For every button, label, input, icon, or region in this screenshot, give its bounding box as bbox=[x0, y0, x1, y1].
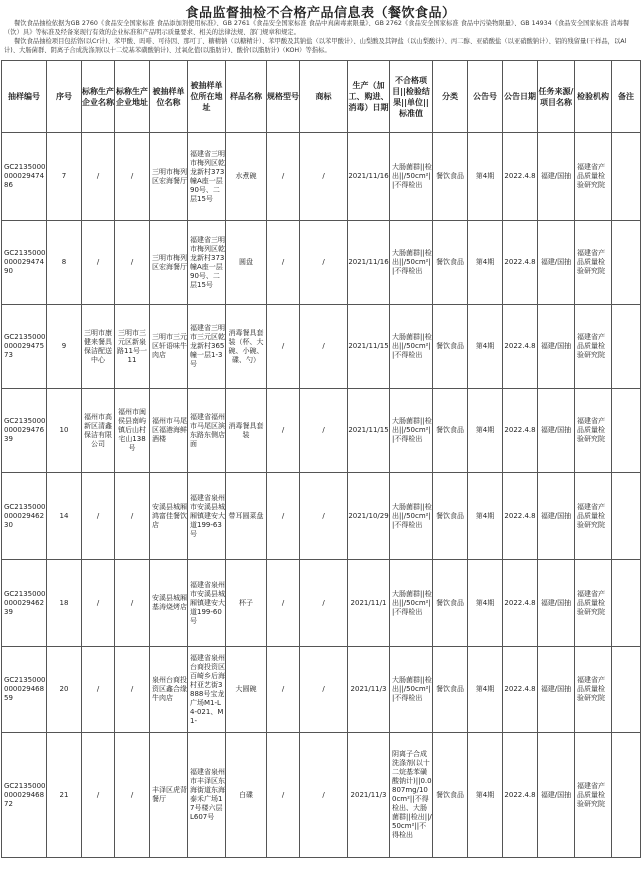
table-row bbox=[2, 221, 641, 305]
cell-task-source: 福建/国抽 bbox=[538, 733, 575, 858]
cell-sample-id: GC213500000002947639 bbox=[2, 389, 47, 473]
cell-category: 餐饮食品 bbox=[433, 133, 468, 221]
cell-bulletin-date: 2022.4.8 bbox=[503, 733, 538, 858]
cell-sample-name: 杯子 bbox=[226, 560, 267, 647]
table-row bbox=[2, 473, 641, 560]
cell-inspection-agency: 福建省产品质量检验研究院 bbox=[575, 221, 612, 305]
cell-manufacturer-name: / bbox=[82, 221, 115, 305]
header-sampled-unit-name: 被抽样单位名称 bbox=[150, 61, 188, 133]
table-row bbox=[2, 305, 641, 389]
header-bulletin-date: 公告日期 bbox=[503, 61, 538, 133]
cell-task-source: 福建/国抽 bbox=[538, 221, 575, 305]
cell-manufacturer-name: / bbox=[82, 733, 115, 858]
cell-failed-item: 大肠菌群||检出||/50cm²||不得检出 bbox=[390, 133, 433, 221]
header-row bbox=[2, 61, 641, 133]
cell-production-date: 2021/11/15 bbox=[348, 389, 390, 473]
cell-sample-name: 白碟 bbox=[226, 733, 267, 858]
header-inspection-agency: 检验机构 bbox=[575, 61, 612, 133]
cell-category: 餐饮食品 bbox=[433, 733, 468, 858]
header-manufacturer-address: 标称生产企业地址 bbox=[115, 61, 150, 133]
cell-manufacturer-address: / bbox=[115, 133, 150, 221]
cell-serial-no: 9 bbox=[47, 305, 82, 389]
cell-sampled-unit-name: 三明市三元区轩语味牛肉店 bbox=[150, 305, 188, 389]
cell-serial-no: 10 bbox=[47, 389, 82, 473]
cell-sampled-unit-address: 福建省三明市梅列区乾龙新村373幢A座一层90号、二层15号 bbox=[188, 221, 226, 305]
intro-text bbox=[4, 19, 638, 59]
cell-sample-name: 消毒餐具套装（杯、大碗、小碗、碟、勺） bbox=[226, 305, 267, 389]
cell-sampled-unit-name: 安溪县城厢基涛烧烤店 bbox=[150, 560, 188, 647]
cell-category: 餐饮食品 bbox=[433, 560, 468, 647]
cell-trademark: / bbox=[300, 473, 348, 560]
header-trademark: 商标 bbox=[300, 61, 348, 133]
cell-task-source: 福建/国抽 bbox=[538, 647, 575, 733]
cell-manufacturer-name: / bbox=[82, 647, 115, 733]
header-sample-id: 抽样编号 bbox=[2, 61, 47, 133]
cell-production-date: 2021/11/1 bbox=[348, 560, 390, 647]
cell-manufacturer-address: 三明市三元区新泉路11号一11 bbox=[115, 305, 150, 389]
cell-trademark: / bbox=[300, 560, 348, 647]
cell-sample-id: GC213500000002947490 bbox=[2, 221, 47, 305]
cell-failed-item: 大肠菌群||检出||/50cm²||不得检出 bbox=[390, 560, 433, 647]
header-failed-item: 不合格项目||检验结果||单位||标准值 bbox=[390, 61, 433, 133]
header-task-source: 任务来源/项目名称 bbox=[538, 61, 575, 133]
cell-sampled-unit-address: 福建省泉州市丰泽区东海街道东海泰禾广场17号楼六层L607号 bbox=[188, 733, 226, 858]
cell-sampled-unit-address: 福建省福州市马尾区滨东路东侧店面 bbox=[188, 389, 226, 473]
cell-bulletin-no: 第4期 bbox=[468, 305, 503, 389]
cell-production-date: 2021/11/3 bbox=[348, 733, 390, 858]
cell-bulletin-no: 第4期 bbox=[468, 133, 503, 221]
cell-sample-id: GC213500000002947486 bbox=[2, 133, 47, 221]
cell-remarks bbox=[612, 133, 641, 221]
cell-sample-name: 水煮碗 bbox=[226, 133, 267, 221]
cell-manufacturer-name: / bbox=[82, 560, 115, 647]
cell-manufacturer-address: / bbox=[115, 473, 150, 560]
cell-category: 餐饮食品 bbox=[433, 221, 468, 305]
intro-paragraph: 餐饮食品抽检项目包括铬(以Cr计)、苯甲酸、吗啡、可待因、那可丁、糖精钠（以糖精计）、苯甲酸及其钠盐（以苯甲酸计）、山梨酸及其钾盐（以山梨酸计）、丙二醇、亚硝酸盐（以亚硝酸钠计）、铝的残留量(干样品，以Al计)、大肠菌群、阴离子合成洗涤剂(以十二烷基苯磺酸钠计)、过氧化值(以脂肪计)、酸价(以脂肪计)（KOH）等指标。 bbox=[4, 38, 627, 54]
header-production-date: 生产（加工、购进、消毒）日期 bbox=[348, 61, 390, 133]
cell-spec-model: / bbox=[267, 305, 300, 389]
cell-sample-name: 带耳圆菜盘 bbox=[226, 473, 267, 560]
cell-inspection-agency: 福建省产品质量检验研究院 bbox=[575, 389, 612, 473]
cell-bulletin-no: 第4期 bbox=[468, 221, 503, 305]
table-row bbox=[2, 389, 641, 473]
cell-sample-id: GC213500000002946230 bbox=[2, 473, 47, 560]
page-title: 食品监督抽检不合格产品信息表（餐饮食品） bbox=[185, 6, 456, 21]
cell-sample-name: 消毒餐具套装 bbox=[226, 389, 267, 473]
cell-serial-no: 7 bbox=[47, 133, 82, 221]
cell-manufacturer-address: 福州市闽侯县南屿镇后山村宅山138号 bbox=[115, 389, 150, 473]
cell-bulletin-no: 第4期 bbox=[468, 560, 503, 647]
cell-production-date: 2021/11/16 bbox=[348, 221, 390, 305]
cell-sample-id: GC213500000002947573 bbox=[2, 305, 47, 389]
cell-manufacturer-name: 福州市高新区清鑫保洁有限公司 bbox=[82, 389, 115, 473]
cell-trademark: / bbox=[300, 305, 348, 389]
header-sample-name: 样品名称 bbox=[226, 61, 267, 133]
cell-sample-id: GC213500000002946872 bbox=[2, 733, 47, 858]
table-row bbox=[2, 647, 641, 733]
header-spec-model: 规格型号 bbox=[267, 61, 300, 133]
cell-sampled-unit-name: 泉州台商投资区鑫合缘牛肉店 bbox=[150, 647, 188, 733]
table-row bbox=[2, 733, 641, 858]
cell-task-source: 福建/国抽 bbox=[538, 133, 575, 221]
cell-spec-model: / bbox=[267, 473, 300, 560]
cell-inspection-agency: 福建省产品质量检验研究院 bbox=[575, 305, 612, 389]
cell-serial-no: 14 bbox=[47, 473, 82, 560]
table-row bbox=[2, 560, 641, 647]
cell-inspection-agency: 福建省产品质量检验研究院 bbox=[575, 473, 612, 560]
cell-sample-id: GC213500000002946239 bbox=[2, 560, 47, 647]
cell-bulletin-no: 第4期 bbox=[468, 389, 503, 473]
cell-category: 餐饮食品 bbox=[433, 647, 468, 733]
cell-inspection-agency: 福建省产品质量检验研究院 bbox=[575, 733, 612, 858]
cell-spec-model: / bbox=[267, 389, 300, 473]
cell-bulletin-no: 第4期 bbox=[468, 733, 503, 858]
cell-sampled-unit-name: 三明市梅列区宏海餐厅 bbox=[150, 133, 188, 221]
cell-task-source: 福建/国抽 bbox=[538, 560, 575, 647]
cell-trademark: / bbox=[300, 389, 348, 473]
cell-remarks bbox=[612, 305, 641, 389]
header-serial-no: 序号 bbox=[47, 61, 82, 133]
cell-failed-item: 大肠菌群||检出||/50cm²||不得检出 bbox=[390, 305, 433, 389]
cell-bulletin-date: 2022.4.8 bbox=[503, 133, 538, 221]
cell-sampled-unit-name: 三明市梅列区宏海餐厅 bbox=[150, 221, 188, 305]
cell-serial-no: 21 bbox=[47, 733, 82, 858]
table-row bbox=[2, 133, 641, 221]
intro-paragraph: 餐饮食品抽检依据为GB 2760《食品安全国家标准 食品添加剂使用标准》、GB 2761《食品安全国家标准 食品中真菌毒素限量》、GB 2762《食品安全国家标准 食品中污染物限量》、GB 14934《食品安全国家标准 消毒餐（饮）具》等标准及经备案现行有效的企业标准和产品明示质量要求、相关的法律法规、部门规章和规定。 bbox=[4, 20, 630, 36]
header-bulletin-no: 公告号 bbox=[468, 61, 503, 133]
cell-sampled-unit-address: 福建省泉州台商投资区百崎乡后海村亚艺街3888号宝龙广场M1-L4-021、M1- bbox=[188, 647, 226, 733]
cell-sampled-unit-name: 丰泽区虎背餐厅 bbox=[150, 733, 188, 858]
cell-remarks bbox=[612, 647, 641, 733]
cell-sample-name: 大圆碗 bbox=[226, 647, 267, 733]
cell-manufacturer-address: / bbox=[115, 560, 150, 647]
cell-serial-no: 8 bbox=[47, 221, 82, 305]
cell-task-source: 福建/国抽 bbox=[538, 473, 575, 560]
cell-failed-item: 大肠菌群||检出||/50cm²||不得检出 bbox=[390, 647, 433, 733]
cell-manufacturer-address: / bbox=[115, 221, 150, 305]
cell-bulletin-date: 2022.4.8 bbox=[503, 560, 538, 647]
cell-failed-item: 大肠菌群||检出||/50cm²||不得检出 bbox=[390, 221, 433, 305]
cell-spec-model: / bbox=[267, 133, 300, 221]
cell-production-date: 2021/11/3 bbox=[348, 647, 390, 733]
cell-trademark: / bbox=[300, 133, 348, 221]
cell-bulletin-date: 2022.4.8 bbox=[503, 647, 538, 733]
cell-task-source: 福建/国抽 bbox=[538, 389, 575, 473]
cell-sampled-unit-address: 福建省泉州市安溪县城厢镇建安大道199-63号 bbox=[188, 473, 226, 560]
cell-remarks bbox=[612, 733, 641, 858]
cell-bulletin-date: 2022.4.8 bbox=[503, 221, 538, 305]
cell-remarks bbox=[612, 221, 641, 305]
cell-remarks bbox=[612, 389, 641, 473]
cell-manufacturer-name: 三明市康健来餐具保洁配送中心 bbox=[82, 305, 115, 389]
cell-category: 餐饮食品 bbox=[433, 305, 468, 389]
cell-bulletin-date: 2022.4.8 bbox=[503, 305, 538, 389]
header-category: 分类 bbox=[433, 61, 468, 133]
cell-spec-model: / bbox=[267, 733, 300, 858]
cell-bulletin-no: 第4期 bbox=[468, 647, 503, 733]
cell-spec-model: / bbox=[267, 560, 300, 647]
cell-failed-item: 大肠菌群||检出||/50cm²||不得检出 bbox=[390, 473, 433, 560]
cell-remarks bbox=[612, 560, 641, 647]
cell-bulletin-no: 第4期 bbox=[468, 473, 503, 560]
cell-manufacturer-address: / bbox=[115, 647, 150, 733]
header-manufacturer-name: 标称生产企业名称 bbox=[82, 61, 115, 133]
cell-sampled-unit-name: 福州市马尾区福港海鲜酒楼 bbox=[150, 389, 188, 473]
cell-manufacturer-address: / bbox=[115, 733, 150, 858]
cell-sampled-unit-address: 福建省三明市三元区乾龙新村365幢一层1-3号 bbox=[188, 305, 226, 389]
cell-production-date: 2021/11/15 bbox=[348, 305, 390, 389]
cell-sampled-unit-address: 福建省三明市梅列区乾龙新村373幢A座一层90号、二层15号 bbox=[188, 133, 226, 221]
cell-serial-no: 18 bbox=[47, 560, 82, 647]
cell-sample-name: 圆盘 bbox=[226, 221, 267, 305]
cell-manufacturer-name: / bbox=[82, 473, 115, 560]
cell-remarks bbox=[612, 473, 641, 560]
results-table bbox=[1, 60, 641, 858]
cell-inspection-agency: 福建省产品质量检验研究院 bbox=[575, 133, 612, 221]
cell-trademark: / bbox=[300, 733, 348, 858]
header-sampled-unit-address: 被抽样单位所在地址 bbox=[188, 61, 226, 133]
cell-inspection-agency: 福建省产品质量检验研究院 bbox=[575, 560, 612, 647]
cell-inspection-agency: 福建省产品质量检验研究院 bbox=[575, 647, 612, 733]
cell-spec-model: / bbox=[267, 221, 300, 305]
cell-manufacturer-name: / bbox=[82, 133, 115, 221]
cell-category: 餐饮食品 bbox=[433, 473, 468, 560]
cell-sampled-unit-address: 福建省泉州市安溪县城厢镇建安大道199-60号 bbox=[188, 560, 226, 647]
cell-sampled-unit-name: 安溪县城厢鸿富佳餐饮店 bbox=[150, 473, 188, 560]
cell-sample-id: GC213500000002946859 bbox=[2, 647, 47, 733]
cell-bulletin-date: 2022.4.8 bbox=[503, 473, 538, 560]
cell-spec-model: / bbox=[267, 647, 300, 733]
cell-production-date: 2021/10/29 bbox=[348, 473, 390, 560]
cell-bulletin-date: 2022.4.8 bbox=[503, 389, 538, 473]
cell-trademark: / bbox=[300, 221, 348, 305]
cell-serial-no: 20 bbox=[47, 647, 82, 733]
cell-production-date: 2021/11/16 bbox=[348, 133, 390, 221]
cell-task-source: 福建/国抽 bbox=[538, 305, 575, 389]
cell-failed-item: 阴离子合成洗涤剂(以十二烷基苯磺酸钠计)||0.0807mg/100cm²||不得检出、大肠菌群||检出||/50cm²||不得检出 bbox=[390, 733, 433, 858]
cell-failed-item: 大肠菌群||检出||/50cm²||不得检出 bbox=[390, 389, 433, 473]
cell-trademark: / bbox=[300, 647, 348, 733]
cell-category: 餐饮食品 bbox=[433, 389, 468, 473]
header-remarks: 备注 bbox=[612, 61, 641, 133]
